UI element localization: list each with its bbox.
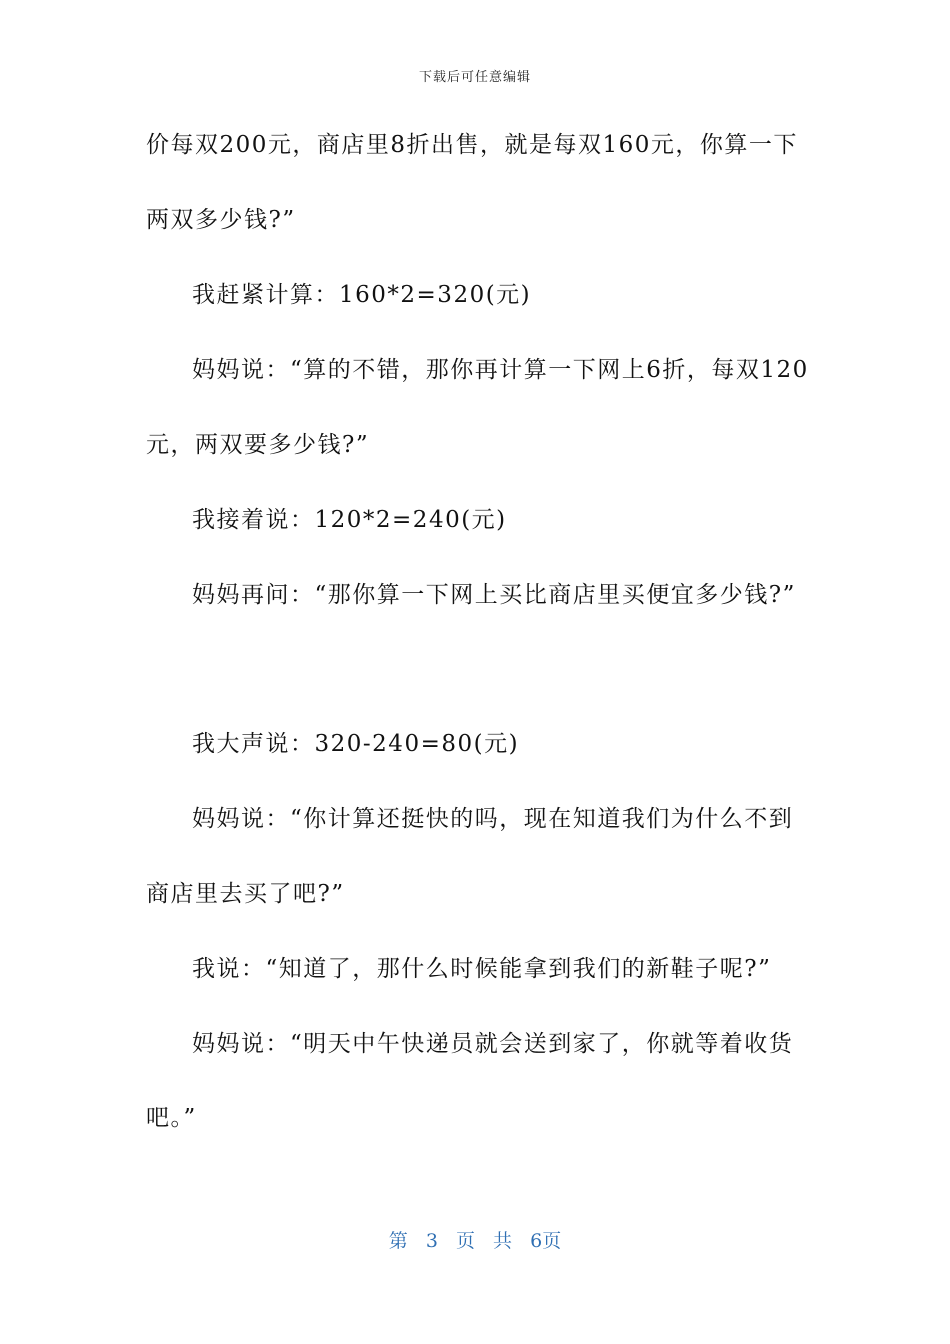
footer-di: 第 — [388, 1230, 408, 1252]
paragraph-line: 我大声说：320-240=80(元) — [192, 731, 520, 757]
paragraph-line: 商店里去买了吧?” — [146, 881, 345, 907]
paragraph-line: 两双多少钱?” — [146, 207, 296, 233]
paragraph-line: 元，两双要多少钱?” — [146, 432, 370, 458]
paragraph-line: 我说：“知道了，那什么时候能拿到我们的新鞋子呢?” — [192, 956, 772, 982]
paragraph-line: 妈妈说：“明天中午快递员就会送到家了，你就等着收货 — [192, 1031, 794, 1057]
paragraph-line: 我赶紧计算：160*2=320(元) — [192, 282, 532, 308]
paragraph-line: 我接着说：120*2=240(元) — [192, 507, 507, 533]
paragraph-line: 妈妈说：“算的不错，那你再计算一下网上6折，每双120 — [192, 357, 809, 383]
footer-total-pages: 6页 — [530, 1230, 562, 1252]
paragraph-line: 妈妈再问：“那你算一下网上买比商店里买便宜多少钱?” — [192, 582, 796, 608]
paragraph-line: 妈妈说：“你计算还挺快的吗，现在知道我们为什么不到 — [192, 806, 794, 832]
page-header-note: 下载后可任意编辑 — [418, 70, 531, 85]
paragraph-line: 价每双200元，商店里8折出售，就是每双160元，你算一下 — [146, 132, 798, 158]
footer-ye: 页 — [455, 1230, 475, 1252]
paragraph-line: 吧。” — [146, 1105, 197, 1131]
footer-gong: 共 — [493, 1230, 513, 1252]
footer-page-number: 3 — [425, 1230, 438, 1252]
page-footer — [0, 1226, 950, 1253]
